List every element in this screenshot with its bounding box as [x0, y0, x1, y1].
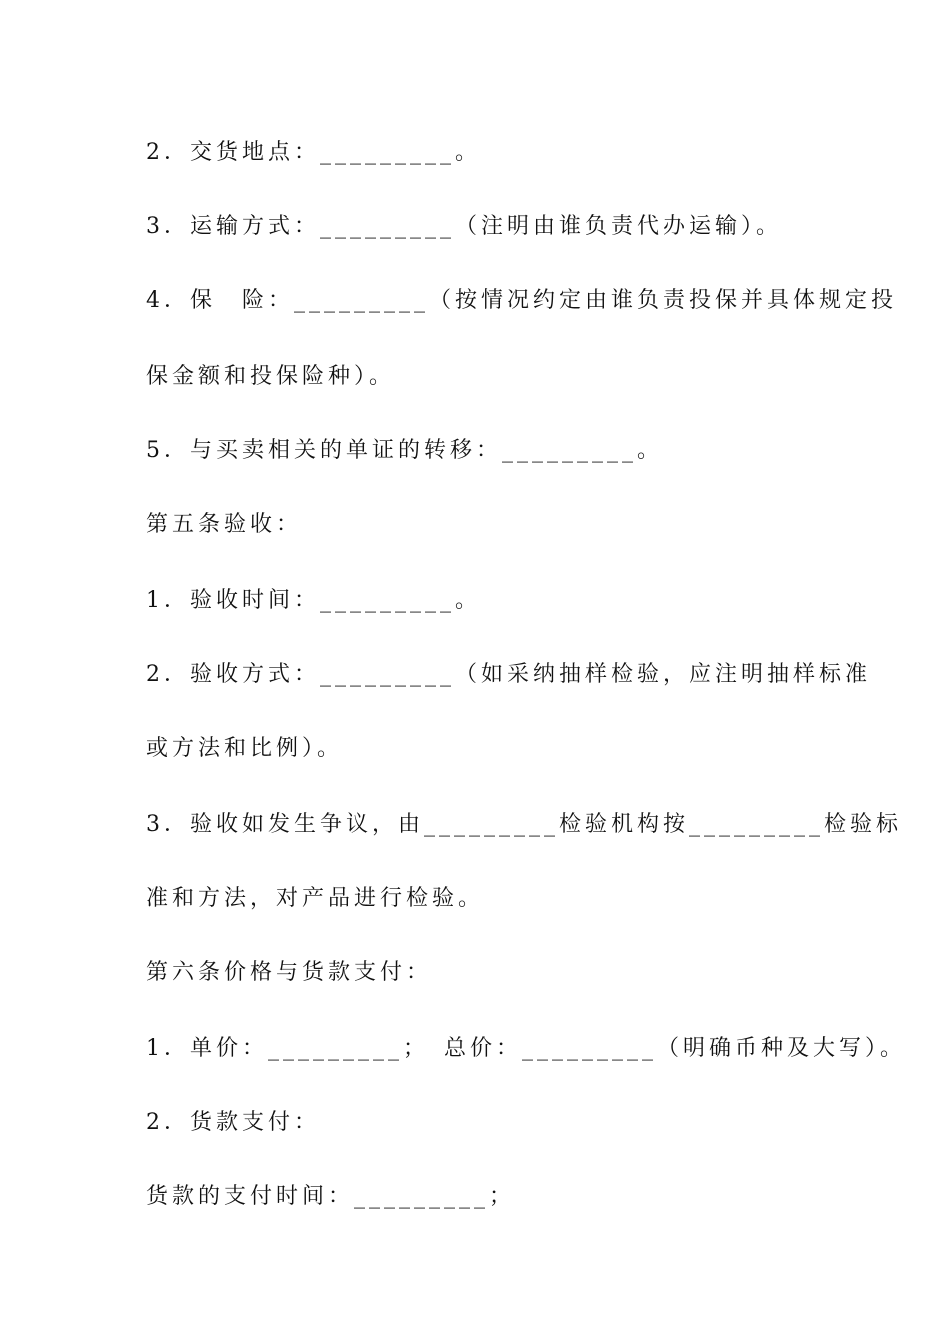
price-line: 1．单价：_________； 总价：_________（明确币种及大写）。: [146, 1036, 906, 1061]
payment-heading-line: 2．货款支付：: [146, 1110, 320, 1135]
transport-method-line: 3．运输方式：_________（注明由谁负责代办运输）。: [146, 214, 782, 239]
inspection-dispute-continued: 准和方法，对产品进行检验。: [146, 886, 485, 911]
inspection-method-line: 2．验收方式：_________（如采纳抽样检验，应注明抽样标准: [146, 662, 871, 687]
article-6-heading: 第六条价格与货款支付：: [146, 960, 433, 985]
insurance-line: 4．保 险：_________（按情况约定由谁负责投保并具体规定投: [146, 288, 897, 313]
inspection-method-continued: 或方法和比例）。: [146, 736, 344, 761]
payment-time-line: 货款的支付时间：_________；: [146, 1184, 516, 1209]
article-5-heading: 第五条验收：: [146, 512, 303, 537]
inspection-dispute-line: 3．验收如发生争议，由_________检验机构按_________检验标: [146, 812, 902, 837]
inspection-time-line: 1．验收时间：_________。: [146, 588, 481, 613]
delivery-location-line: 2．交货地点：_________。: [146, 140, 481, 165]
document-transfer-line: 5．与买卖相关的单证的转移：_________。: [146, 438, 663, 463]
insurance-line-continued: 保金额和投保险种）。: [146, 364, 396, 389]
